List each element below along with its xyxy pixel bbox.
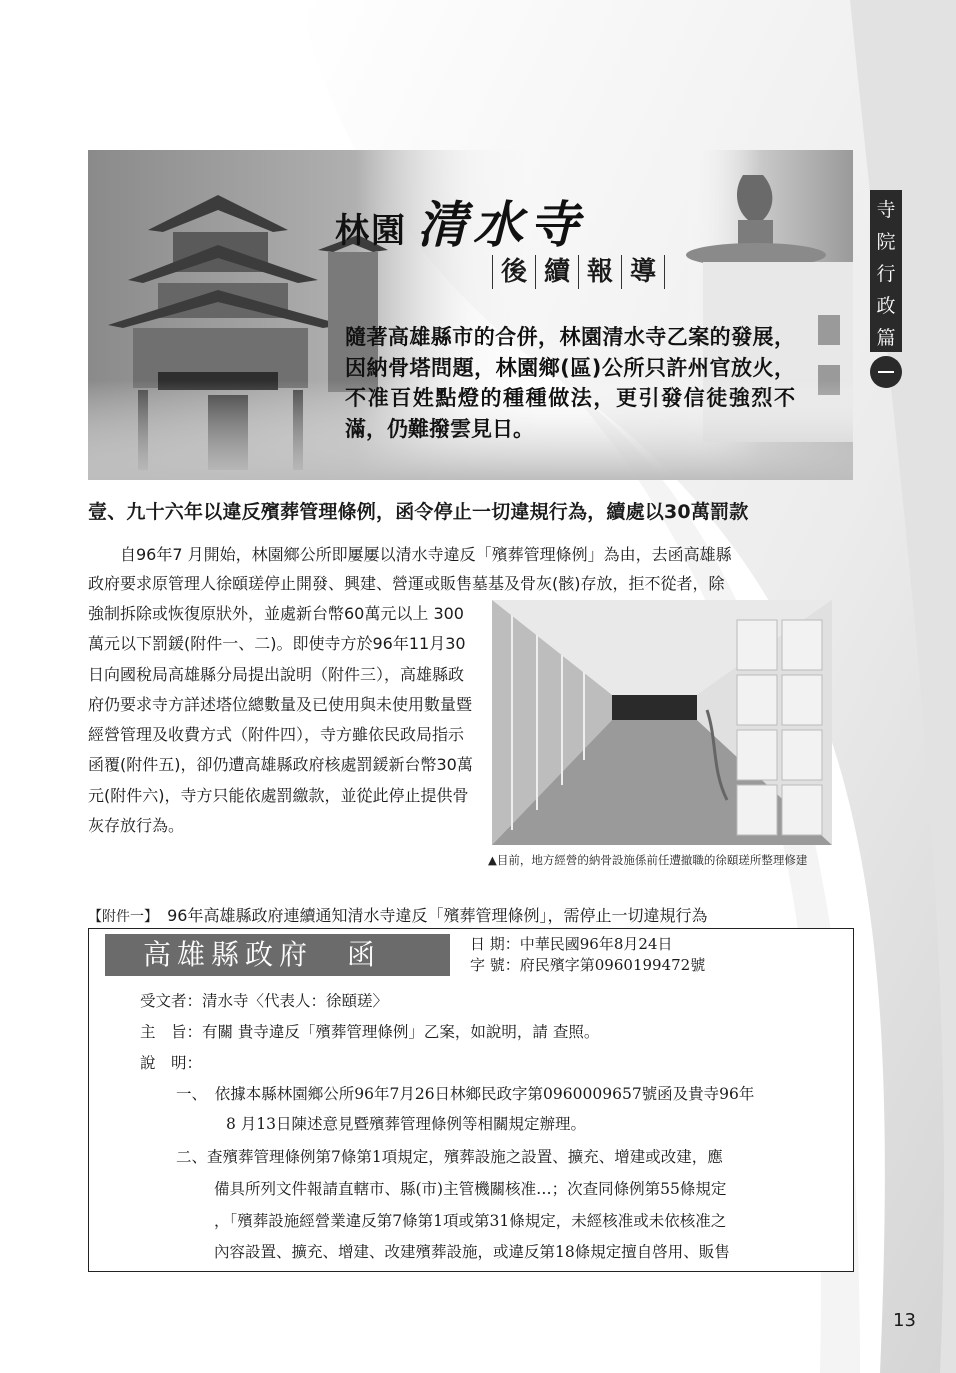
letter-meta: [470, 934, 705, 976]
letter-item-line: 二、查殯葬管理條例第7條第1項規定，殯葬設施之設置、擴充、增建或改建，應: [176, 1148, 723, 1166]
page-number: 13: [893, 1310, 916, 1331]
paragraph-line-2: 政府要求原管理人徐頤瑳停止開發、興建、營運或販售墓基及骨灰(骸)存放，拒不從者，除: [88, 574, 725, 593]
photo-caption: ▲目前，地方經營的納骨設施係前任遭撤職的徐頤瑳所整理修建: [488, 853, 808, 867]
side-tab-label: 寺院行政篇: [876, 199, 896, 349]
title-main-calligraphy: 清水寺: [417, 195, 585, 254]
letter-item-line: 備具所列文件報請直轄市、縣(市)主管機關核准…；次查同條例第55條規定: [214, 1180, 727, 1198]
letter-item-line: 8 月13日陳述意見暨殯葬管理條例等相關規定辦理。: [226, 1115, 587, 1133]
letter-date: 日 期：中華民國96年8月24日: [470, 935, 673, 953]
letter-item-line: 一、 依據本縣林園鄉公所96年7月26日林鄉民政字第0960009657號函及貴寺96年: [176, 1085, 755, 1103]
side-tab-number-badge: [870, 356, 902, 388]
letter-item-line: 內容設置、擴充、增建、改建殯葬設施，或違反第18條規定擅自啓用、販售: [214, 1243, 730, 1261]
title-prefix: 林園: [335, 211, 407, 251]
subtitle-char: 續: [535, 255, 578, 289]
letter-subject: 主 旨：有關 貴寺違反「殯葬管理條例」乙案，如說明，請 查照。: [140, 1023, 600, 1041]
subtitle-char: 報: [578, 255, 621, 289]
appendix-tag: 【附件一】: [88, 909, 158, 925]
paragraph-column: 強制拆除或恢復原狀外，並處新台幣60萬元以上 300 萬元以下罰鍰(附件一、二)。即使寺方於96年11月30日向國稅局高雄縣分局提出說明（附件三），高雄縣政府仍要求寺方詳述塔位總數量及已使用與未使用數量暨經營管理及收費方式（附件四），寺方雖依民政局指示函覆(附件五)，卻仍遭高雄縣政府核處罰鍰新台幣30萬元(附件六)，寺方只能依處罰繳款，並從此停止提供骨灰存放行為。: [88, 604, 473, 836]
letter-item-line: ，「殯葬設施經營業違反第7條第1項或第31條規定，未經核准或未依核准之: [214, 1212, 727, 1230]
side-tab-number: [870, 356, 902, 388]
letter-recipient: 受文者：清水寺〈代表人：徐頤瑳〉: [140, 992, 389, 1010]
letter-number: 字 號：府民殯字第0960199472號: [470, 956, 706, 974]
letter-header: 高雄縣政府 函: [105, 934, 450, 976]
article-subtitle: [492, 255, 665, 289]
appendix-title-line: [88, 903, 707, 926]
subtitle-char: 後: [492, 255, 535, 289]
section-side-tab: [870, 190, 902, 352]
subtitle-char: 導: [621, 255, 665, 289]
section-heading: 壹、九十六年以違反殯葬管理條例，函令停止一切違規行為，續處以30萬罰款: [88, 501, 749, 523]
appendix-title: 96年高雄縣政府連續通知清水寺違反「殯葬管理條例」，需停止一切違規行為: [167, 906, 708, 925]
article-intro: 隨著高雄縣市的合併，林園清水寺乙案的發展，因納骨塔問題，林園鄉(區)公所只許州官放火，不准百姓點燈的種種做法，更引發信徒強烈不滿，仍難撥雲見日。: [345, 325, 795, 441]
ossuary-corridor-photo: [492, 600, 832, 845]
article-title: [335, 185, 585, 257]
paragraph-line-1: 自96年7 月開始，林園鄉公所即屢屢以清水寺違反「殯葬管理條例」為由，去函高雄縣: [120, 545, 732, 564]
letter-explanation-label: 說 明：: [140, 1054, 203, 1072]
